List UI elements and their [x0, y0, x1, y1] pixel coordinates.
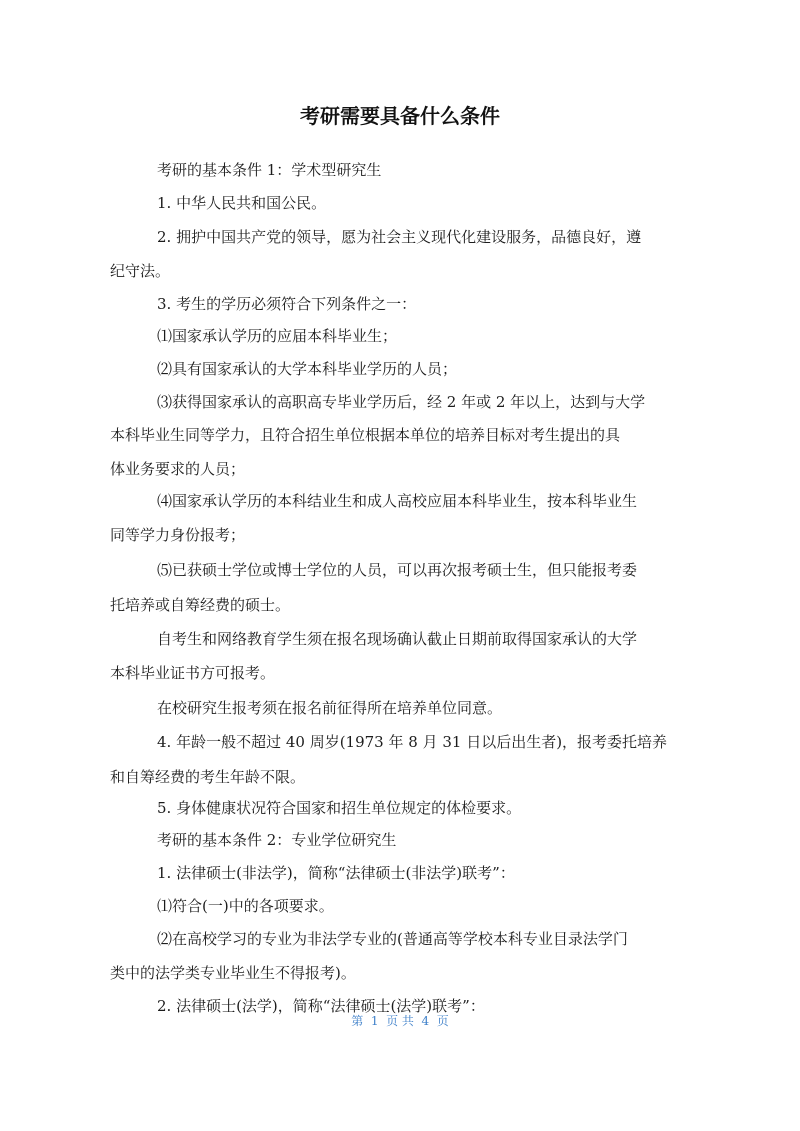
paragraph-line: 3. 考生的学历必须符合下列条件之一：	[157, 295, 417, 313]
paragraph-line: 自考生和网络教育学生须在报名现场确认截止日期前取得国家承认的大学	[157, 630, 638, 648]
paragraph-line: 同等学力身份报考；	[110, 526, 246, 544]
paragraph-line: ⑷国家承认学历的本科结业生和成人高校应届本科毕业生，按本科毕业生	[157, 492, 638, 510]
paragraph-line: 类中的法学类专业毕业生不得报考)。	[110, 964, 356, 982]
paragraph-line: 1. 法律硕士(非法学)，简称“法律硕士(非法学)联考”：	[157, 864, 515, 882]
paragraph-line: 在校研究生报考须在报名前征得所在培养单位同意。	[157, 699, 503, 717]
paragraph-line: 考研的基本条件 1：学术型研究生	[157, 161, 382, 179]
paragraph-line: 5. 身体健康状况符合国家和招生单位规定的体检要求。	[157, 799, 522, 817]
paragraph-line: 本科毕业证书方可报考。	[110, 664, 276, 682]
paragraph-line: 考研的基本条件 2：专业学位研究生	[157, 831, 397, 849]
paragraph-line: ⑴国家承认学历的应届本科毕业生；	[157, 327, 398, 345]
paragraph-line: 2. 法律硕士(法学)，简称“法律硕士(法学)联考”：	[157, 997, 485, 1015]
paragraph-line: ⑴符合(一)中的各项要求。	[157, 897, 334, 915]
paragraph-line: ⑵具有国家承认的大学本科毕业学历的人员；	[157, 360, 458, 378]
paragraph-line: 本科毕业生同等学力，且符合招生单位根据本单位的培养目标对考生提出的具	[110, 426, 621, 444]
paragraph-line: ⑶获得国家承认的高职高专毕业学历后，经 2 年或 2 年以上，达到与大学	[157, 393, 646, 411]
paragraph-line: 托培养或自筹经费的硕士。	[110, 596, 291, 614]
paragraph-line: ⑸已获硕士学位或博士学位的人员，可以再次报考硕士生，但只能报考委	[157, 561, 638, 579]
paragraph-line: 和自筹经费的考生年龄不限。	[110, 768, 306, 786]
paragraph-line: 2. 拥护中国共产党的领导，愿为社会主义现代化建设服务，品德良好，遵	[157, 228, 642, 246]
paragraph-line: 4. 年龄一般不超过 40 周岁(1973 年 8 月 31 日以后出生者)，报考委托培养	[157, 733, 668, 751]
page-footer: 第 1 页 共 4 页	[351, 1014, 449, 1028]
paragraph-line: 1. 中华人民共和国公民。	[157, 194, 327, 212]
paragraph-line: ⑵在高校学习的专业为非法学专业的(普通高等学校本科专业目录法学门	[157, 930, 628, 948]
page-title: 考研需要具备什么条件	[300, 104, 500, 128]
paragraph-line: 体业务要求的人员；	[110, 460, 246, 478]
paragraph-line: 纪守法。	[110, 262, 171, 280]
